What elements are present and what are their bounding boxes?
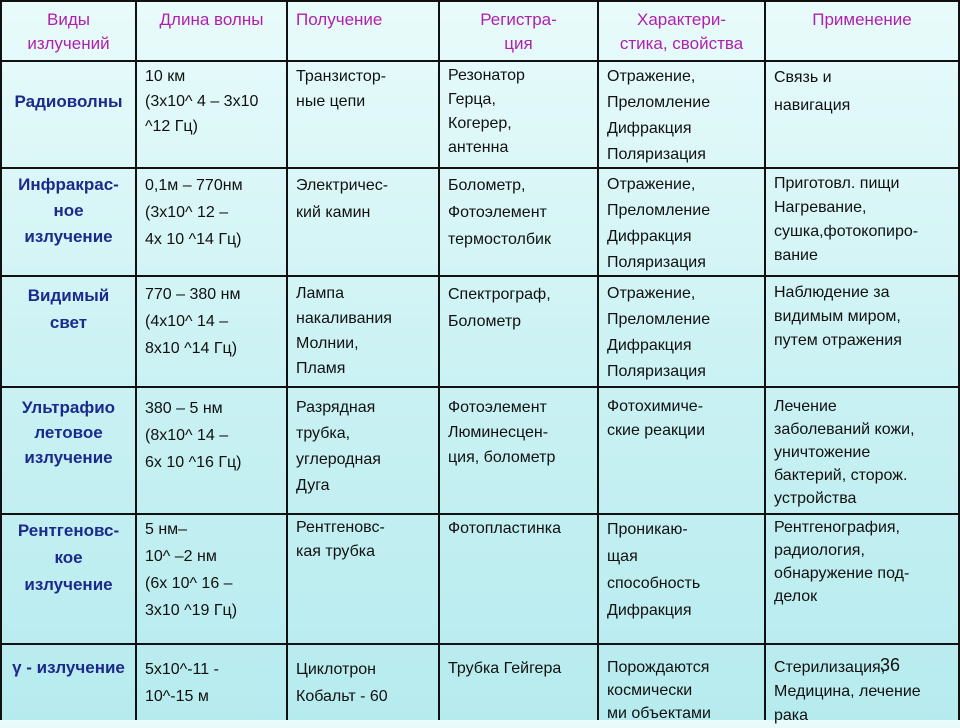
cell-properties: Отражение, Преломление Дифракция Поляризация (607, 176, 711, 271)
cell-properties: Порождаются космически ми объектами (607, 659, 711, 722)
row-divider (0, 513, 960, 515)
row-type-xray: Рентгеновс- кое излучение (17, 521, 120, 594)
cell-properties: Отражение, Преломление Дифракция Поляризация (607, 285, 711, 380)
cell-wavelength: 5 нм– 10^ –2 нм (6x 10^ 16 – 3x10 ^19 Гц) (145, 521, 238, 619)
cell-source: Лампа накаливания Молнии, Пламя (296, 285, 392, 377)
cell-registration: Фотоэлемент Люминесцен- ция, болометр (448, 399, 556, 466)
row-type-visible: Видимый свет (27, 286, 110, 332)
header-properties: Характери- стика, свойства (619, 10, 744, 53)
header-source: Получение (296, 10, 383, 29)
cell-registration: Спектрограф, Болометр (448, 286, 551, 330)
row-type-gamma: γ - излучение (12, 658, 125, 677)
cell-application: Приготовл. пищи Нагревание, сушка,фотокопиро- вание (774, 175, 919, 264)
row-divider (0, 386, 960, 388)
row-type-radio: Радиоволны (14, 92, 123, 111)
page-number: 36 (880, 655, 901, 675)
cell-wavelength: 10 км (3x10^ 4 – 3x10 ^12 Гц) (145, 68, 259, 135)
cell-application: Наблюдение за видимым миром, путем отражения (774, 284, 902, 349)
row-divider (0, 643, 960, 645)
cell-wavelength: 380 – 5 нм (8x10^ 14 – 6x 10 ^16 Гц) (145, 400, 242, 471)
cell-source: Разрядная трубка, углеродная Дуга (296, 399, 381, 494)
cell-properties: Проникаю- щая способность Дифракция (607, 521, 701, 619)
cell-registration: Резонатор Герца, Когерер, антенна (448, 67, 525, 156)
cell-application: Стерилизация, Медицина, лечение рака (774, 659, 921, 724)
cell-wavelength: 770 – 380 нм (4x10^ 14 – 8x10 ^14 Гц) (145, 286, 241, 357)
header-application: Применение (812, 10, 912, 29)
cell-registration: Фотопластинка (448, 520, 562, 537)
header-types: Виды излучений (27, 10, 110, 53)
row-divider (0, 60, 960, 62)
cell-source: Электричес- кий камин (296, 177, 389, 221)
cell-properties: Фотохимиче- ские реакции (607, 398, 706, 439)
row-divider (0, 275, 960, 277)
cell-application: Лечение заболеваний кожи, уничтожение бактерий, сторож. устройства (774, 398, 915, 507)
row-type-infrared: Инфракрас- ное излучение (18, 175, 119, 246)
row-divider (0, 167, 960, 169)
header-wavelength: Длина волны (159, 10, 264, 29)
cell-wavelength: 0,1м – 770нм (3x10^ 12 – 4x 10 ^14 Гц) (145, 177, 243, 248)
cell-application: Связь и навигация (774, 69, 851, 114)
cell-wavelength: 5x10^-11 - 10^-15 м (145, 661, 219, 705)
header-registration: Регистра- ция (480, 10, 557, 53)
cell-source: Циклотрон Кобальт - 60 (296, 661, 388, 705)
cell-properties: Отражение, Преломление Дифракция Поляризация (607, 68, 711, 163)
cell-application: Рентгенография, радиология, обнаружение под- делок (774, 519, 910, 605)
cell-source: Рентгеновс- кая трубка (296, 519, 385, 560)
cell-source: Транзистор- ные цепи (296, 68, 387, 110)
cell-registration: Болометр, Фотоэлемент термостолбик (448, 177, 551, 248)
cell-registration: Трубка Гейгера (448, 660, 562, 677)
row-type-ultraviolet: Ультрафио летовое излучение (21, 398, 116, 467)
